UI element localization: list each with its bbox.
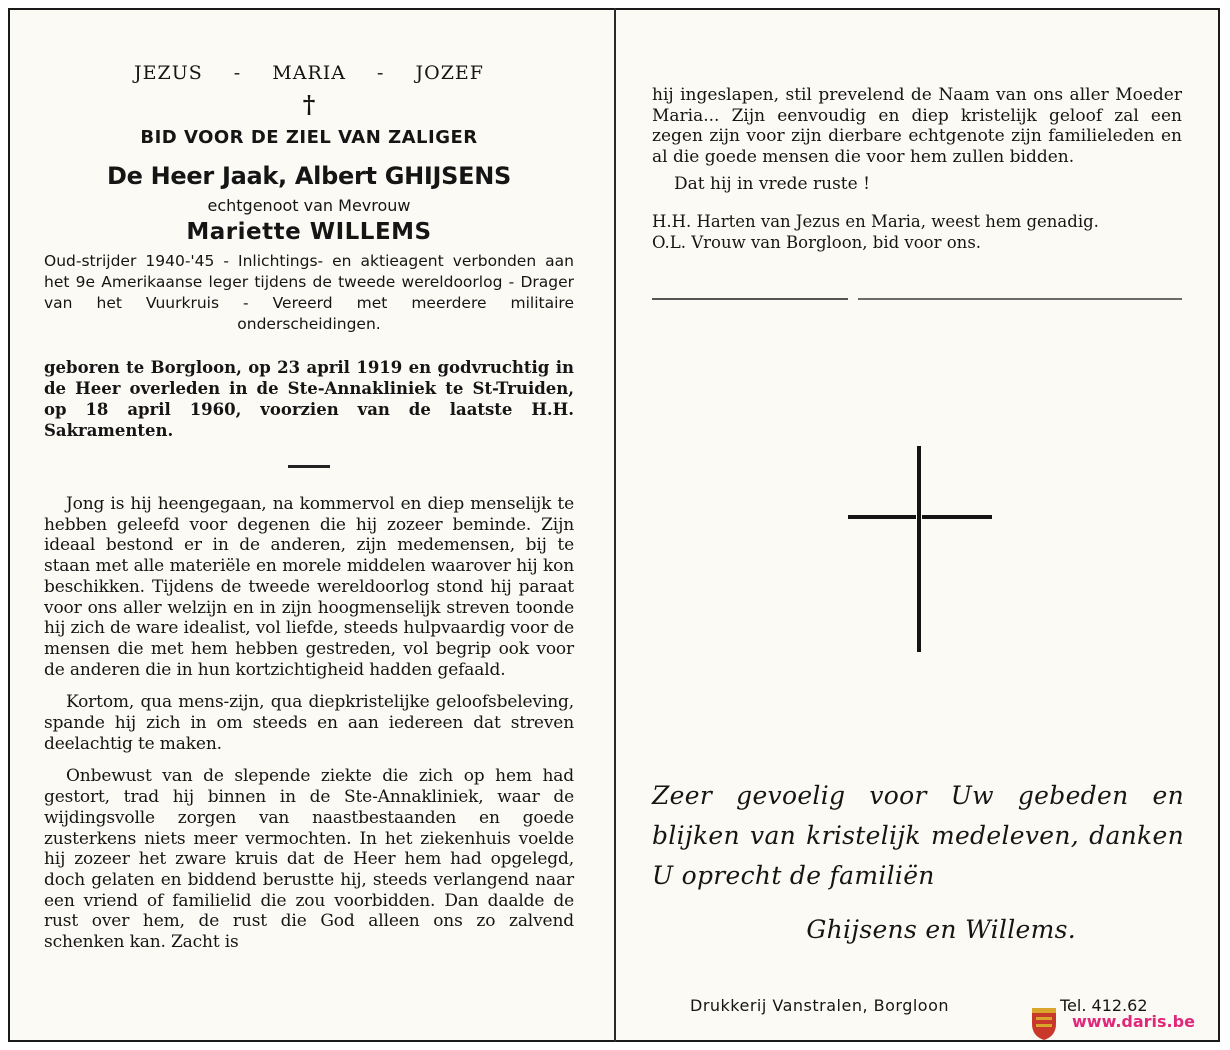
small-cross-icon: † [302, 90, 316, 119]
eulogy-paragraph: Jong is hij heengegaan, na kommervol en diep menselijk te hebben geleefd voor degenen die hij zozeer beminde. Zijn ideaal bestond er in de anderen, zijn medemensen, bij te staan met alle materiële en morele middelen waarover hij kon beschikken. Tijdens de tweede wereldoorlog stond hij paraat voor ons aller welzijn en in zijn hoogmenselijk streven toonde hij zich de ware idealist, vol liefde, steeds hulpvaardig voor de mensen die met hem hebben gestreden, vol begrip ook voor de anderen die in hun kortzichtigheid hadden gefaald. [44, 494, 574, 680]
spouse-intro: echtgenoot van Mevrouw [207, 196, 411, 215]
family-signature: Ghijsens en Willems. [806, 915, 1076, 944]
thanks-line: U oprecht de familiën [652, 861, 935, 890]
deceased-name: De Heer Jaak, Albert GHIJSENS [106, 162, 512, 190]
eulogy-paragraph: Kortom, qua mens-zijn, qua diepkristelijke geloofsbeleving, spande hij zich in om steeds en aan iedereen dat streven deelachtig te maken. [44, 692, 574, 754]
spouse-name: Mariette WILLEMS [186, 219, 432, 245]
printer-credit: Drukkerij Vanstralen, Borgloon [690, 996, 950, 1015]
eulogy-continuation: hij ingeslapen, stil prevelend de Naam van ons aller Moeder Maria... Zijn eenvoudig en diep kristelijk geloof zal een zegen zijn voor zijn dierbare echtgenote zijn familieleden en al die goede mensen die voor hem zullen bidden. [652, 85, 1182, 168]
telephone: Tel. 412.62 [1060, 996, 1148, 1015]
rule-segment [858, 298, 1182, 300]
thanks-line: blijken van kristelijk medeleven, danken [652, 821, 1184, 850]
prayer-block [652, 211, 1182, 253]
card-fold-line [614, 8, 616, 1042]
eulogy-paragraph: Onbewust van de slepende ziekte die zich op hem had gestort, trad hij binnen in de Ste-Annakliniek, waar de wijdingsvolle zorgen van naastbestaanden en goede zusterkens niets meer vermochten. In het ziekenhuis voelde hij zozeer het zware kruis dat de Heer hem had opgelegd, doch gelaten en biddend berustte hij, steeds verlangend naar een vriend of familielid die zou voorbidden. Dan daalde de rust over hem, de rust die God alleen ons zo zalvend schenken kan. Zacht is [44, 766, 574, 953]
thanks-line: Zeer gevoelig voor Uw gebeden en [652, 781, 1184, 810]
bid-line: BID VOOR DE ZIEL VAN ZALIGER [140, 127, 478, 148]
birth-death-dates: geboren te Borgloon, op 23 april 1919 en godvruchtig in de Heer overleden in de Ste-Annakliniek te St-Truiden, op 18 april 1960, voorzien van de laatste H.H. Sakramenten. [44, 358, 574, 440]
watermark-link[interactable]: www.daris.be [1072, 1012, 1195, 1031]
honors-text: Oud-strijder 1940-'45 - Inlichtings- en aktieagent verbonden aan het 9e Amerikaanse leger tijdens de tweede wereldoorlog - Drager van het Vuurkruis - Vereerd met meerdere militaire onderscheidingen. [44, 252, 574, 333]
large-cross-icon [848, 446, 992, 652]
header-word: JEZUS [134, 62, 203, 84]
thanks-message [652, 776, 1184, 950]
divider-dash [288, 465, 330, 468]
rule-segment [652, 298, 848, 300]
holy-names-header [44, 62, 574, 84]
header-sep: - [233, 62, 242, 84]
header-word: JOZEF [415, 62, 484, 84]
decorative-rule [652, 298, 1182, 302]
crest-logo-icon [1024, 1002, 1064, 1042]
prayer-line: O.L. Vrouw van Borgloon, bid voor ons. [652, 232, 982, 252]
header-sep: - [377, 62, 385, 84]
left-panel [44, 58, 574, 965]
prayer-line: H.H. Harten van Jezus en Maria, weest hem genadig. [652, 211, 1099, 231]
header-word: MARIA [272, 62, 346, 84]
rest-line: Dat hij in vrede ruste ! [674, 173, 870, 194]
right-panel [652, 85, 1182, 253]
